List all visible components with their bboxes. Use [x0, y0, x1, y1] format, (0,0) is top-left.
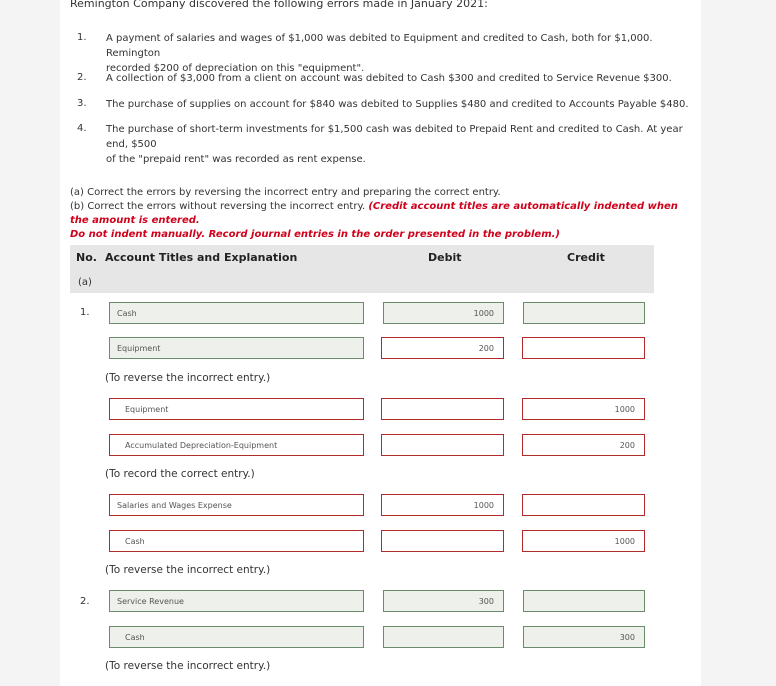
debit-input[interactable]: 1000: [381, 494, 504, 516]
credit-input[interactable]: 300: [523, 626, 645, 648]
account-title-input[interactable]: Cash: [109, 302, 364, 324]
account-title-input[interactable]: Service Revenue: [109, 590, 364, 612]
debit-input[interactable]: 1000: [383, 302, 504, 324]
entry-number: 1.: [80, 307, 90, 318]
debit-input[interactable]: [381, 434, 504, 456]
credit-input[interactable]: [523, 590, 645, 612]
debit-input[interactable]: 300: [383, 590, 504, 612]
debit-input[interactable]: [383, 626, 504, 648]
account-title-input[interactable]: Salaries and Wages Expense: [109, 494, 364, 516]
error-number: 3.: [77, 98, 87, 109]
error-text: The purchase of short-term investments for $1,500 cash was debited to Prepaid Rent and credited to Cash. At year end, $500 of the "prepaid rent" was recorded as rent expense.: [106, 124, 683, 165]
problem-intro: Remington Company discovered the following errors made in January 2021:: [70, 0, 488, 10]
error-number: 4.: [77, 123, 87, 134]
section-label: (a): [78, 277, 92, 288]
error-number: 2.: [77, 72, 87, 83]
entry-explanation: (To reverse the incorrect entry.): [105, 564, 271, 576]
column-header-no: No.: [76, 251, 97, 264]
error-text: The purchase of supplies on account for $840 was debited to Supplies $480 and credited to Accounts Payable $480.: [106, 99, 689, 110]
instructions: (a) Correct the errors by reversing the incorrect entry and preparing the correct entry. (b) Correct the errors without reversing the incorrect entry. (Credit account titles are automatically indented when the amount is entered. Do not indent manually. Record journal entries in the order presented in the problem.): [70, 187, 678, 240]
column-header-account: Account Titles and Explanation: [105, 251, 298, 264]
debit-input[interactable]: 200: [381, 337, 504, 359]
column-header-credit: Credit: [567, 251, 605, 264]
credit-input[interactable]: [522, 494, 645, 516]
debit-input[interactable]: [381, 398, 504, 420]
error-text: A payment of salaries and wages of $1,000 was debited to Equipment and credited to Cash, both for $1,000. Remington recorded $200 of depreciation on this "equipment".: [106, 33, 653, 74]
credit-input[interactable]: [523, 302, 645, 324]
credit-input[interactable]: [522, 337, 645, 359]
entry-number: 2.: [80, 596, 90, 607]
error-text: A collection of $3,000 from a client on account was debited to Cash $300 and credited to Service Revenue $300.: [106, 73, 672, 84]
entry-explanation: (To reverse the incorrect entry.): [105, 660, 271, 672]
account-title-input[interactable]: Equipment: [109, 398, 364, 420]
credit-input[interactable]: 1000: [522, 530, 645, 552]
account-title-input[interactable]: Accumulated Depreciation-Equipment: [109, 434, 364, 456]
error-number: 1.: [77, 32, 87, 43]
account-title-input[interactable]: Cash: [109, 626, 364, 648]
credit-input[interactable]: 200: [522, 434, 645, 456]
credit-input[interactable]: 1000: [522, 398, 645, 420]
account-title-input[interactable]: Equipment: [109, 337, 364, 359]
account-title-input[interactable]: Cash: [109, 530, 364, 552]
entry-explanation: (To reverse the incorrect entry.): [105, 372, 271, 384]
debit-input[interactable]: [381, 530, 504, 552]
entry-explanation: (To record the correct entry.): [105, 468, 255, 480]
column-header-debit: Debit: [428, 251, 462, 264]
